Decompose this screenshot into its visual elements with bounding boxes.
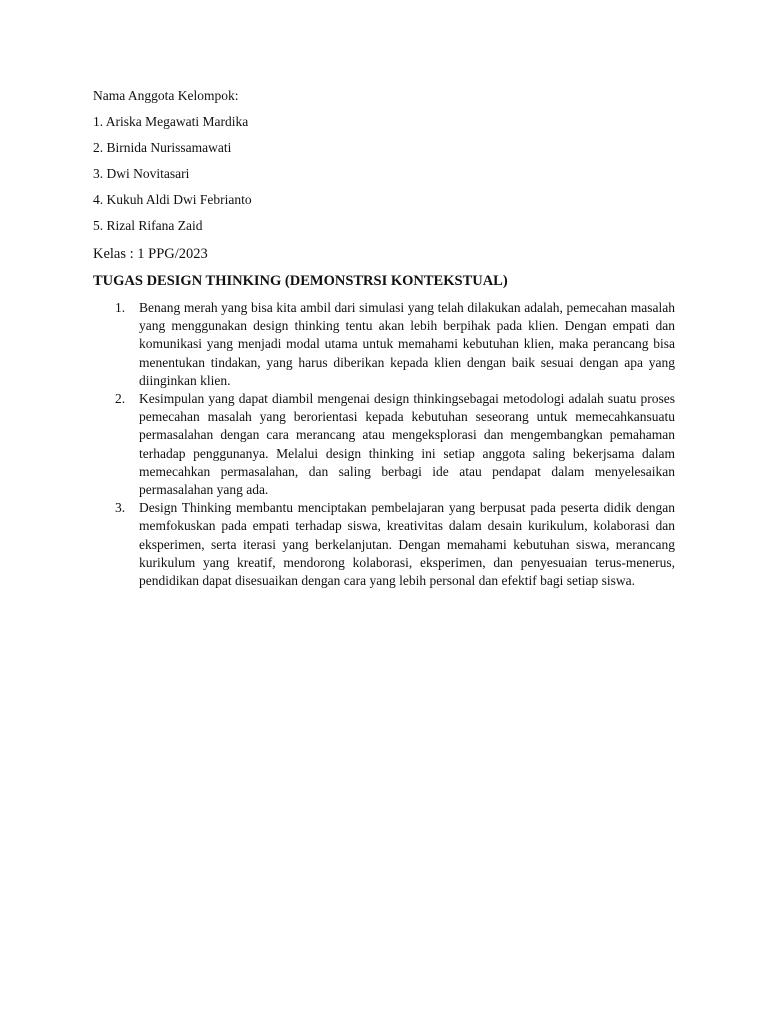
list-item-2	[93, 390, 675, 499]
list-item-number: 1.	[115, 300, 126, 315]
list-item-1	[93, 299, 675, 390]
member-item-3: 3. Dwi Novitasari	[93, 166, 190, 181]
list-item-text: Benang merah yang bisa kita ambil dari simulasi yang telah dilakukan adalah, pemecahan masalah yang menggunakan design thinking tentu akan lebih berpihak pada klien. Dengan empati dan komunikasi yang menjadi modal utama untuk memahami kebutuhan klien, maka perancang bisa menentukan tindakan, yang harus diberikan kepada klien dengan baik sesuai dengan apa yang diinginkan klien.	[139, 300, 675, 388]
member-item-4: 4. Kukuh Aldi Dwi Febrianto	[93, 192, 252, 207]
class-label: Kelas : 1 PPG/2023	[93, 246, 208, 262]
document-title: TUGAS DESIGN THINKING (DEMONSTRSI KONTEKSTUAL)	[93, 273, 508, 289]
member-item-1: 1. Ariska Megawati Mardika	[93, 114, 249, 129]
list-item-3	[93, 499, 675, 590]
list-item-number: 2.	[115, 391, 126, 407]
numbered-list	[93, 299, 675, 590]
list-item-text: Design Thinking membantu menciptakan pembelajaran yang berpusat pada peserta didik dengan memfokuskan pada empati terhadap siswa, kreativitas dalam desain kurikulum, kolaborasi dan eksperimen, serta iterasi yang berkelanjutan. Dengan memahami kebutuhan siswa, merancang kurikulum yang kreatif, mendorong kolaborasi, eksperimen, dan penyesuaian terus-menerus, pendidikan dapat disesuaikan dengan cara yang lebih personal dan efektif bagi setiap siswa.	[139, 500, 675, 589]
list-item-number: 3.	[115, 500, 126, 516]
member-list-label: Nama Anggota Kelompok:	[93, 88, 239, 103]
member-item-2: 2. Birnida Nurissamawati	[93, 140, 232, 155]
member-item-5: 5. Rizal Rifana Zaid	[93, 218, 203, 233]
list-item-text: Kesimpulan yang dapat diambil mengenai design thinkingsebagai metodologi adalah suatu proses pemecahan masalah yang berorientasi kepada kebutuhan seseorang untuk memecahkansuatu permasalahan dengan cara merancang atau mengeksplorasi dan mengembangkan pemahaman terhadap penggunanya. Melalui design thinking ini setiap anggota saling bekerjsama dalam memecahkan permasalahan, dan saling berbagi ide atau pendapat dalam menyelesaikan permasalahan yang ada.	[139, 391, 675, 498]
